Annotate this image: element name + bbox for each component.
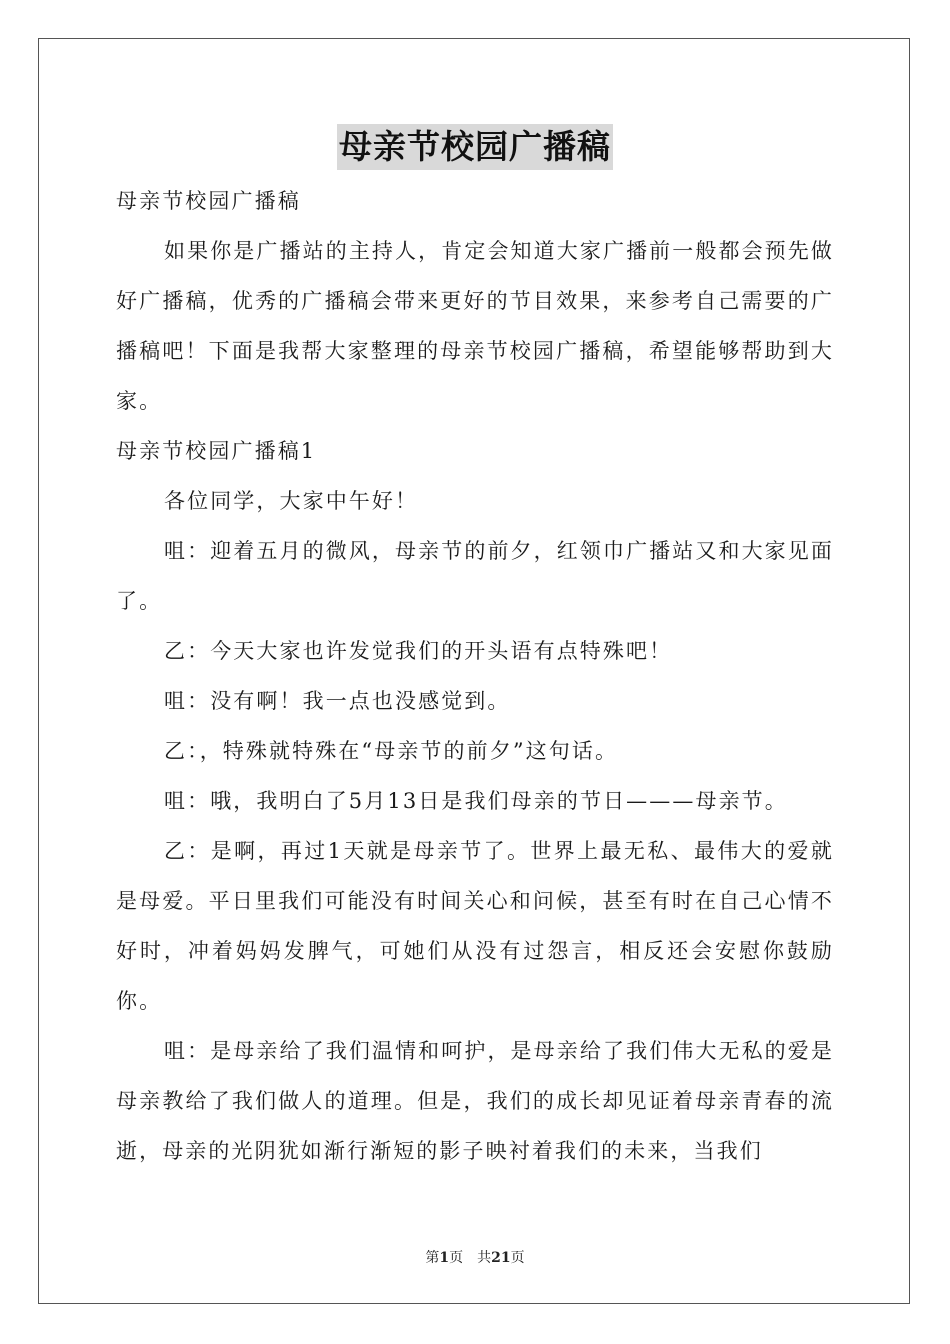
- paragraph: 咀：迎着五月的微风，母亲节的前夕，红领巾广播站又和大家见面了。: [116, 539, 834, 613]
- paragraph: 如果你是广播站的主持人，肯定会知道大家广播前一般都会预先做好广播稿，优秀的广播稿会带来更好的节目效果，来参考自己需要的广播稿吧！下面是我帮大家整理的母亲节校园广播稿，希望能够帮助到大家。: [116, 239, 834, 413]
- page-footer: [0, 1247, 950, 1267]
- footer-total-pages: 21: [491, 1250, 511, 1266]
- paragraph: 咀：哦，我明白了5月13日是我们母亲的节日———母亲节。: [164, 789, 788, 813]
- paragraph: 各位同学，大家中午好！: [164, 489, 419, 513]
- footer-mid: 页 共: [449, 1250, 492, 1266]
- document-body: [116, 176, 834, 1176]
- footer-prefix: 第: [425, 1250, 440, 1266]
- paragraph: 乙：今天大家也许发觉我们的开头语有点特殊吧！: [164, 639, 673, 663]
- document-title: 母亲节校园广播稿: [337, 124, 613, 170]
- footer-suffix: 页: [510, 1250, 525, 1266]
- paragraph: 咀：没有啊！我一点也没感觉到。: [164, 689, 511, 713]
- paragraph: 乙：是啊，再过1天就是母亲节了。世界上最无私、最伟大的爱就是母爱。平日里我们可能没有时间关心和问候，甚至有时在自己心情不好时，冲着妈妈发脾气，可她们从没有过怨言，相反还会安慰你鼓励你。: [116, 839, 834, 1013]
- paragraph: 母亲节校园广播稿: [116, 189, 301, 213]
- footer-current-page: 1: [439, 1250, 450, 1266]
- title-container: [0, 124, 950, 170]
- paragraph: 母亲节校园广播稿1: [116, 439, 317, 463]
- paragraph: 咀：是母亲给了我们温情和呵护，是母亲给了我们伟大无私的爱是母亲教给了我们做人的道理。但是，我们的成长却见证着母亲青春的流逝，母亲的光阴犹如渐行渐短的影子映衬着我们的未来，当我们: [116, 1039, 834, 1163]
- paragraph: 乙：，特殊就特殊在“母亲节的前夕”这句话。: [164, 739, 619, 763]
